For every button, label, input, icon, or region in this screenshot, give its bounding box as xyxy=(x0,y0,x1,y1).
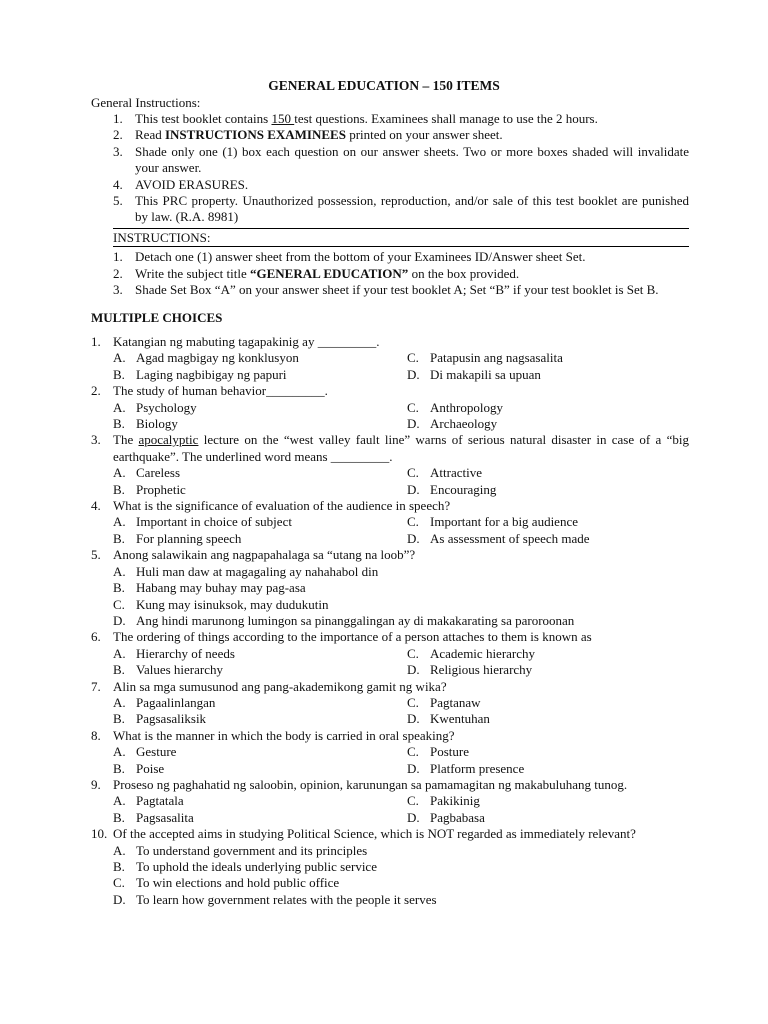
answer-option xyxy=(407,531,687,547)
answer-option xyxy=(113,744,407,760)
item-text: AVOID ERASURES. xyxy=(135,176,249,192)
option-letter: A. xyxy=(113,694,126,710)
instruction-item xyxy=(113,249,689,265)
item-number: 3. xyxy=(113,282,123,298)
answer-option xyxy=(407,695,687,711)
answer-option xyxy=(407,350,687,366)
answer-option xyxy=(113,843,689,859)
answer-options xyxy=(91,465,689,498)
general-instructions-heading: General Instructions: xyxy=(91,95,201,110)
answer-option xyxy=(113,892,689,908)
instruction-item xyxy=(113,282,689,298)
option-text: Kwentuhan xyxy=(430,711,490,727)
option-letter: D. xyxy=(407,530,420,546)
option-text: Attractive xyxy=(430,465,482,481)
answer-option xyxy=(113,662,407,678)
answer-option xyxy=(407,646,687,662)
option-letter: B. xyxy=(113,481,125,497)
option-text: Careless xyxy=(136,465,181,481)
option-text: Archaeology xyxy=(430,416,498,432)
question-number: 3. xyxy=(91,432,101,448)
item-number: 5. xyxy=(113,193,123,209)
answer-option xyxy=(407,793,687,809)
option-text: Ang hindi marunong lumingon sa pinanggalingan ay di makakarating sa paroroonan xyxy=(136,612,575,628)
question-item xyxy=(91,432,689,498)
question-number: 10. xyxy=(91,826,108,842)
option-letter: B. xyxy=(113,859,125,874)
question-text: Alin sa mga sumusunod ang pang-akademikong gamit ng wika? xyxy=(113,678,447,694)
option-letter: A. xyxy=(113,350,126,366)
answer-options xyxy=(91,646,689,679)
answer-option xyxy=(407,367,687,383)
option-text: Pagbabasa xyxy=(430,809,485,825)
option-text: Pagaalinlangan xyxy=(136,694,216,710)
question-text: The xyxy=(113,432,139,448)
question-item xyxy=(91,383,689,432)
question-text: Proseso ng paghahatid ng saloobin, opinion, karunungan sa pamamagitan ng makabuluhang tunog. xyxy=(113,776,628,792)
option-letter: A. xyxy=(113,563,126,579)
option-text: Poise xyxy=(136,760,165,776)
question-stem xyxy=(91,498,689,514)
option-letter: C. xyxy=(407,399,419,415)
question-text: The ordering of things according to the importance of a person attaches to them is known as xyxy=(113,629,592,645)
option-text: Posture xyxy=(430,744,469,760)
answer-option xyxy=(113,711,407,727)
question-number: 4. xyxy=(91,498,101,514)
option-letter: B. xyxy=(113,809,125,825)
option-text: To learn how government relates with the people it serves xyxy=(136,891,437,907)
option-letter: C. xyxy=(407,465,419,481)
option-letter: A. xyxy=(113,465,126,481)
option-text: Gesture xyxy=(136,744,177,760)
question-stem xyxy=(91,826,689,842)
question-text: Of the accepted aims in studying Political Science, which is NOT regarded as immediately relevant? xyxy=(113,826,636,842)
question-number: 1. xyxy=(91,334,101,349)
option-letter: D. xyxy=(113,612,126,628)
item-number: 1. xyxy=(113,111,123,126)
question-text: What is the manner in which the body is carried in oral speaking? xyxy=(113,727,455,743)
answer-options xyxy=(91,514,689,547)
answer-option xyxy=(407,711,687,727)
question-item xyxy=(91,728,689,777)
option-letter: C. xyxy=(407,350,419,366)
option-text: Values hierarchy xyxy=(136,662,223,678)
item-number: 3. xyxy=(113,143,123,159)
question-item xyxy=(91,826,689,908)
option-text: To understand government and its principles xyxy=(136,842,368,858)
option-letter: D. xyxy=(407,760,420,776)
question-number: 6. xyxy=(91,629,101,645)
option-text: Encouraging xyxy=(430,481,497,497)
underlined-word: apocalyptic xyxy=(138,432,199,448)
section-heading: MULTIPLE CHOICES xyxy=(91,310,223,325)
answer-options xyxy=(91,744,689,777)
answer-option xyxy=(407,400,687,416)
answer-option xyxy=(113,564,689,580)
question-stem xyxy=(91,728,689,744)
option-letter: D. xyxy=(407,416,420,432)
answer-option xyxy=(407,514,687,530)
general-instruction-item xyxy=(113,111,689,127)
option-text: Important in choice of subject xyxy=(136,514,292,530)
instructions-heading: INSTRUCTIONS: xyxy=(113,228,689,247)
option-text: Platform presence xyxy=(430,760,525,776)
option-text: Habang may buhay may pag-asa xyxy=(136,580,306,596)
answer-option xyxy=(407,482,687,498)
answer-option xyxy=(113,465,407,481)
answer-option xyxy=(113,859,689,875)
option-letter: B. xyxy=(113,662,125,678)
option-letter: B. xyxy=(113,711,125,727)
question-item xyxy=(91,629,689,678)
question-number: 5. xyxy=(91,547,101,563)
option-letter: C. xyxy=(407,645,419,661)
answer-option xyxy=(113,613,689,629)
page-title: GENERAL EDUCATION – 150 ITEMS xyxy=(268,78,500,93)
question-number: 2. xyxy=(91,383,101,399)
question-stem xyxy=(91,679,689,695)
answer-option xyxy=(407,662,687,678)
option-letter: A. xyxy=(113,793,126,809)
question-stem xyxy=(91,383,689,399)
option-text: Academic hierarchy xyxy=(430,645,536,661)
option-letter: C. xyxy=(407,694,419,710)
answer-options xyxy=(91,843,689,909)
option-letter: B. xyxy=(113,580,125,596)
underlined-count: 150 xyxy=(271,111,295,126)
question-item xyxy=(91,334,689,383)
answer-option xyxy=(113,580,689,596)
answer-option xyxy=(113,597,689,613)
item-text: test questions. Examinees shall manage to use the 2 hours. xyxy=(294,111,598,126)
question-item xyxy=(91,777,689,826)
item-text: Read xyxy=(135,127,165,143)
item-number: 4. xyxy=(113,176,123,192)
question-item xyxy=(91,498,689,547)
answer-option xyxy=(407,761,687,777)
answer-option xyxy=(113,531,407,547)
option-text: Anthropology xyxy=(430,399,503,415)
option-letter: A. xyxy=(113,514,126,530)
option-letter: D. xyxy=(407,366,420,382)
question-text: Katangian ng mabuting tagapakinig ay _________. xyxy=(113,334,380,349)
answer-option xyxy=(407,744,687,760)
option-text: Pakikinig xyxy=(430,793,480,809)
item-text: Write the subject title xyxy=(135,265,250,281)
option-text: Hierarchy of needs xyxy=(136,645,235,661)
question-list xyxy=(91,334,689,908)
answer-option xyxy=(113,793,407,809)
answer-option xyxy=(113,367,407,383)
answer-option xyxy=(113,875,689,891)
option-letter: C. xyxy=(407,793,419,809)
option-letter: A. xyxy=(113,399,126,415)
answer-option xyxy=(407,810,687,826)
answer-option xyxy=(113,810,407,826)
answer-options xyxy=(91,564,689,630)
item-number: 1. xyxy=(113,249,123,265)
option-text: As assessment of speech made xyxy=(430,530,590,546)
option-letter: C. xyxy=(407,514,419,530)
general-instruction-item xyxy=(113,127,689,143)
item-text: on the box provided. xyxy=(408,265,520,281)
item-text: This test booklet contains xyxy=(135,111,272,126)
answer-option xyxy=(113,695,407,711)
answer-options xyxy=(91,350,689,383)
answer-option xyxy=(113,400,407,416)
answer-option xyxy=(113,514,407,530)
option-text: To win elections and hold public office xyxy=(136,875,340,891)
answer-option xyxy=(113,350,407,366)
general-instructions-list xyxy=(113,111,689,226)
option-text: Pagtatala xyxy=(136,793,184,809)
option-letter: B. xyxy=(113,530,125,546)
question-item xyxy=(91,547,689,629)
option-letter: D. xyxy=(407,809,420,825)
option-text: To uphold the ideals underlying public service xyxy=(136,859,377,874)
question-text: What is the significance of evaluation of the audience in speech? xyxy=(113,498,451,514)
option-text: Psychology xyxy=(136,399,197,415)
general-instruction-item xyxy=(113,193,689,226)
option-text: Huli man daw at magagaling ay nahahabol din xyxy=(136,563,379,579)
answer-option xyxy=(113,482,407,498)
option-letter: B. xyxy=(113,366,125,382)
option-letter: A. xyxy=(113,645,126,661)
answer-option xyxy=(407,416,687,432)
option-text: Agad magbigay ng konklusyon xyxy=(136,350,299,366)
option-text: Pagtanaw xyxy=(430,694,481,710)
item-text: Shade Set Box “A” on your answer sheet if your test booklet A; Set “B” if your test booklet is Set B. xyxy=(135,282,659,298)
option-letter: C. xyxy=(113,875,125,891)
instruction-item xyxy=(113,266,689,282)
option-letter: D. xyxy=(407,481,420,497)
question-number: 7. xyxy=(91,678,101,694)
option-text: Kung may isinuksok, may dudukutin xyxy=(136,596,329,612)
question-number: 8. xyxy=(91,727,101,743)
item-bold-text: “GENERAL EDUCATION” xyxy=(250,265,409,281)
option-letter: B. xyxy=(113,760,125,776)
item-text: Detach one (1) answer sheet from the bottom of your Examinees ID/Answer sheet Set. xyxy=(135,249,586,265)
option-letter: C. xyxy=(407,744,419,760)
option-text: Religious hierarchy xyxy=(430,662,533,678)
question-text: Anong salawikain ang nagpapahalaga sa “utang na loob”? xyxy=(113,547,416,563)
question-stem xyxy=(91,777,689,793)
answer-options xyxy=(91,400,689,433)
item-text: Shade only one (1) box each question on our answer sheets. Two or more boxes shaded will invalidate your answer. xyxy=(135,143,689,176)
option-text: Important for a big audience xyxy=(430,514,578,530)
general-instruction-item xyxy=(113,144,689,177)
option-text: Pagsasalita xyxy=(136,809,194,825)
answer-option xyxy=(113,646,407,662)
item-number: 2. xyxy=(113,265,123,281)
question-text: The study of human behavior_________. xyxy=(113,383,328,399)
option-text: Laging nagbibigay ng papuri xyxy=(136,366,287,382)
general-instruction-item xyxy=(113,177,689,193)
option-letter: B. xyxy=(113,416,125,432)
option-text: Biology xyxy=(136,416,178,432)
question-stem xyxy=(91,547,689,563)
item-number: 2. xyxy=(113,127,123,143)
item-text: printed on your answer sheet. xyxy=(345,127,503,143)
option-text: Patapusin ang nagsasalita xyxy=(430,350,563,366)
option-text: Prophetic xyxy=(136,481,186,497)
question-text: lecture on the “west valley fault line” warns of serious natural disaster in case of a “big earthquake”. The underlined word means _________. xyxy=(113,432,689,464)
option-text: Di makapili sa upuan xyxy=(430,366,541,382)
answer-options xyxy=(91,695,689,728)
answer-option xyxy=(407,465,687,481)
option-letter: D. xyxy=(407,711,420,727)
item-bold-text: INSTRUCTIONS EXAMINEES xyxy=(164,127,346,143)
question-stem xyxy=(91,334,689,350)
option-text: For planning speech xyxy=(136,530,242,546)
option-letter: A. xyxy=(113,744,126,760)
question-stem xyxy=(91,432,689,465)
option-letter: A. xyxy=(113,842,126,858)
question-number: 9. xyxy=(91,776,101,792)
answer-option xyxy=(113,761,407,777)
option-letter: D. xyxy=(407,662,420,678)
answer-options xyxy=(91,793,689,826)
question-stem xyxy=(91,629,689,645)
question-item xyxy=(91,679,689,728)
option-text: Pagsasaliksik xyxy=(136,711,207,727)
item-text: This PRC property. Unauthorized possession, reproduction, and/or sale of this test booklet are punished by law. (R.A. 8981) xyxy=(135,193,689,225)
instructions-box xyxy=(113,228,689,299)
option-letter: D. xyxy=(113,891,126,907)
answer-option xyxy=(113,416,407,432)
option-letter: C. xyxy=(113,596,125,612)
